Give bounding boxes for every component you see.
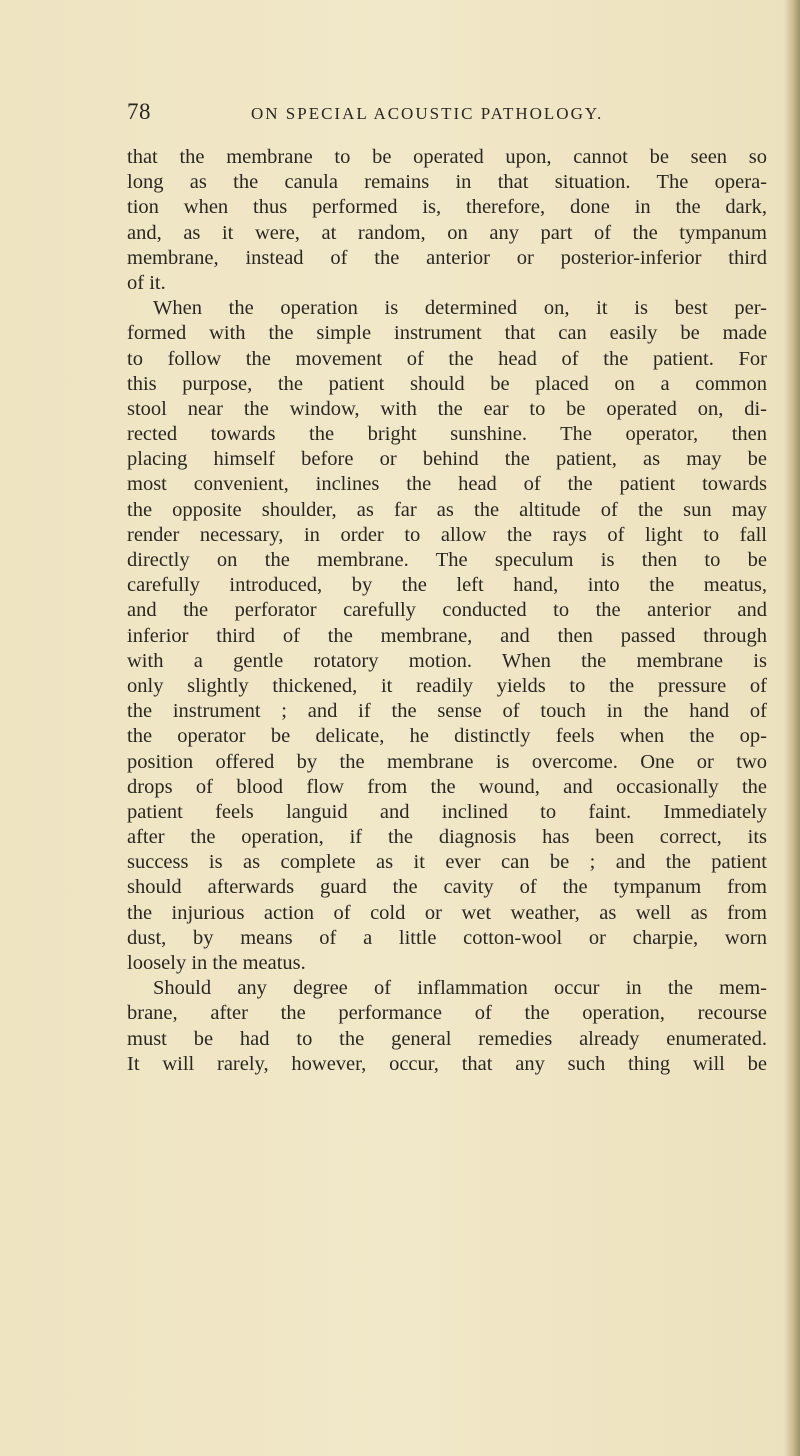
page-number: 78 (127, 99, 151, 124)
text-line: most convenient, inclines the head of the patient towards (127, 473, 767, 496)
text-line: the opposite shoulder, as far as the altitude of the sun may (127, 498, 767, 521)
text-line: It will rarely, however, occur, that any such thing will be (127, 1052, 767, 1075)
text-line: carefully introduced, by the left hand, into the meatus, (127, 574, 767, 597)
text-line: should afterwards guard the cavity of the tympanum from (127, 876, 767, 899)
paragraph-start-line: Should any degree of inflammation occur in the mem- (153, 977, 767, 1000)
body-text (127, 145, 767, 1077)
text-line: with a gentle rotatory motion. When the membrane is (127, 649, 767, 672)
page-header (127, 99, 687, 129)
text-line: formed with the simple instrument that can easily be made (127, 322, 767, 345)
text-line: rected towards the bright sunshine. The operator, then (127, 423, 767, 446)
text-line: stool near the window, with the ear to be operated on, di- (127, 397, 767, 420)
text-line: and the perforator carefully conducted to the anterior and (127, 599, 767, 622)
text-line: directly on the membrane. The speculum is then to be (127, 549, 767, 571)
text-line: that the membrane to be operated upon, cannot be seen so (127, 146, 767, 168)
text-line: success is as complete as it ever can be ; and the patient (127, 851, 767, 874)
text-line: and, as it were, at random, on any part of the tympanum (127, 221, 767, 244)
text-line: of it. (127, 271, 166, 294)
text-line: tion when thus performed is, therefore, done in the dark, (127, 196, 767, 219)
text-line: dust, by means of a little cotton-wool or charpie, worn (127, 926, 767, 949)
text-line: loosely in the meatus. (127, 952, 306, 974)
text-line: to follow the movement of the head of the patient. For (127, 347, 767, 370)
text-line: this purpose, the patient should be placed on a common (127, 372, 767, 395)
text-line: render necessary, in order to allow the rays of light to fall (127, 523, 767, 546)
text-line: drops of blood flow from the wound, and occasionally the (127, 775, 767, 798)
text-line: position offered by the membrane is overcome. One or two (127, 750, 767, 773)
text-line: after the operation, if the diagnosis has been correct, its (127, 826, 767, 849)
text-line: patient feels languid and inclined to faint. Immediately (127, 800, 767, 823)
paragraph-start-line: When the operation is determined on, it is best per- (153, 297, 767, 320)
text-line: the instrument ; and if the sense of touch in the hand of (127, 700, 767, 723)
text-line: placing himself before or behind the patient, as may be (127, 448, 767, 471)
text-line: the operator be delicate, he distinctly feels when the op- (127, 725, 767, 748)
text-line: membrane, instead of the anterior or posterior-inferior third (127, 246, 767, 269)
text-line: inferior third of the membrane, and then passed through (127, 624, 767, 647)
text-line: only slightly thickened, it readily yields to the pressure of (127, 674, 767, 697)
text-line: brane, after the performance of the operation, recourse (127, 1002, 767, 1025)
page-edge-shadow (784, 0, 800, 1456)
text-line: long as the canula remains in that situation. The opera- (127, 171, 767, 194)
running-title: ON SPECIAL ACOUSTIC PATHOLOGY. (251, 104, 604, 123)
text-line: must be had to the general remedies already enumerated. (127, 1027, 767, 1050)
text-line: the injurious action of cold or wet weather, as well as from (127, 901, 767, 924)
